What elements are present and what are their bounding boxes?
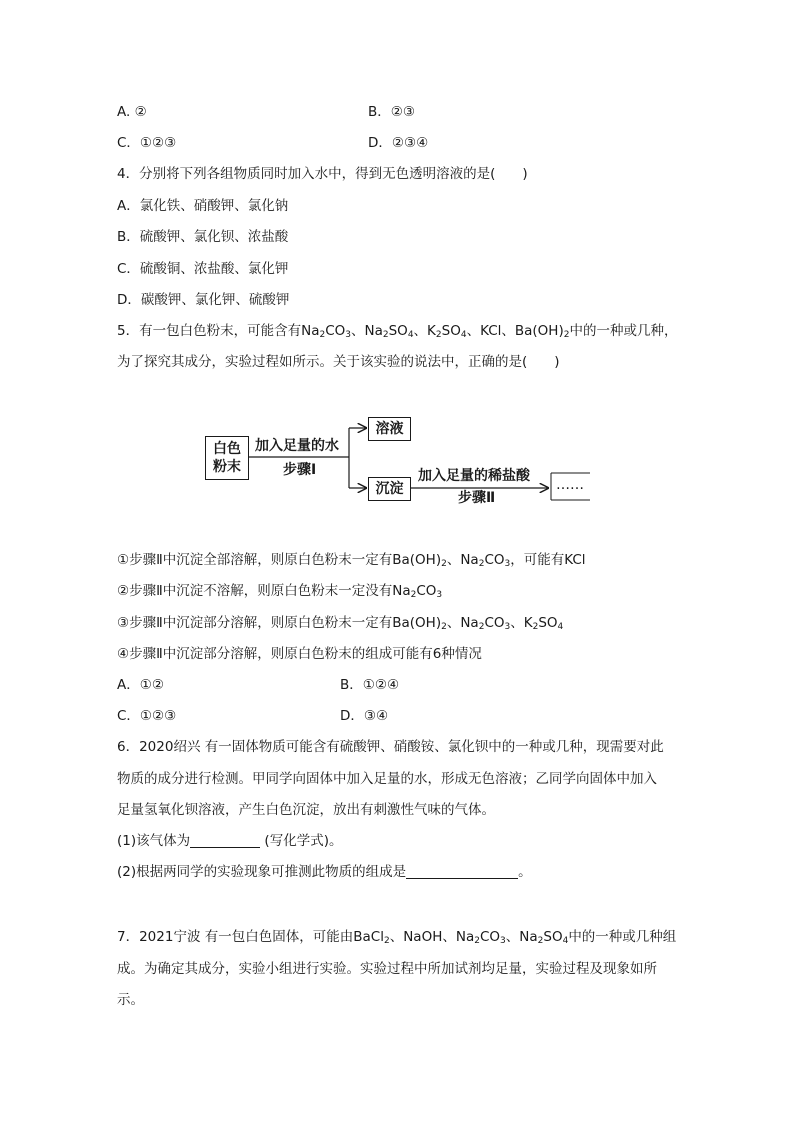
step2-name: 步骤Ⅱ: [458, 490, 496, 506]
q6-sub2-suffix: 。: [518, 864, 532, 880]
q4-stem: 4．分别将下列各组物质同时加入水中，得到无色透明溶液的是( ): [117, 166, 528, 182]
q3-option-d: D．②③④: [368, 135, 429, 151]
white-powder-label: 白色粉末: [213, 441, 241, 475]
q7-suffix: 中的一种或几种组: [568, 929, 677, 945]
q6-sub1-prefix: (1)该气体为: [117, 833, 191, 849]
q6-line-1: 6．2020绍兴 有一固体物质可能含有硫酸钾、硝酸铵、氯化钡中的一种或几种，现需要对此: [117, 739, 664, 755]
flow-diagram-arrows: [0, 0, 794, 560]
solution-box: [368, 417, 411, 441]
q3-option-a: A. ②: [117, 104, 147, 120]
q5-statement-3: ③步骤Ⅱ中沉淀部分溶解，则原白色粉末一定有$Ba(OH)_2$、$Na_2CO_3$、$K_2SO_4$: [117, 615, 564, 632]
q7-line-2: 成。为确定其成分，实验小组进行实验。实验过程中所加试剂均足量，实验过程及现象如所: [117, 961, 657, 977]
q5-statement-1: ①步骤Ⅱ中沉淀全部溶解，则原白色粉末一定有$Ba(OH)_2$、$Na_2CO_3$，可能有KCl: [117, 552, 586, 569]
q6-sub1-suffix: (写化学式)。: [264, 833, 343, 849]
precipitate-box: [368, 477, 411, 501]
q4-option-c: C．硫酸铜、浓盐酸、氯化钾: [117, 261, 289, 277]
step1-label: 加入足量的水: [255, 438, 339, 454]
q5-stem-prefix: 5．有一包白色粉末，可能含有: [117, 323, 302, 339]
q7-prefix: 7．2021宁波 有一包白色固体，可能由: [117, 929, 354, 945]
step1-name: 步骤Ⅰ: [283, 462, 317, 478]
end-ellipsis: ……: [556, 477, 584, 493]
solution-label: 溶液: [375, 421, 404, 437]
q6-line-3: 足量氢氧化钡溶液，产生白色沉淀，放出有刺激性气味的气体。: [117, 802, 495, 818]
precipitate-label: 沉淀: [375, 481, 404, 497]
q5-statement-4: ④步骤Ⅱ中沉淀部分溶解，则原白色粉末的组成可能有6种情况: [117, 646, 482, 662]
q6-sub2-prefix: (2)根据两同学的实验现象可推测此物质的组成是: [117, 864, 407, 880]
q5-stem-suffix: 中的一种或几种，: [569, 323, 678, 339]
q7-line-1: [117, 928, 676, 946]
q4-option-a: A．氯化铁、硝酸钾、氯化钠: [117, 198, 289, 214]
q7-formulas: BaCl$_2$、NaOH、$Na_2CO_3$、$Na_2SO_4$: [353, 929, 569, 946]
q5-stem-line2: 为了探究其成分，实验过程如所示。关于该实验的说法中，正确的是( ): [117, 354, 560, 370]
q5-option-a: A．①②: [117, 677, 164, 693]
q5-statement-2: ②步骤Ⅱ中沉淀不溶解，则原白色粉末一定没有$Na_2CO_3$: [117, 583, 443, 600]
q5-option-c: C．①②③: [117, 708, 177, 724]
q6-sub1: [117, 832, 342, 850]
q3-option-c: C．①②③: [117, 135, 177, 151]
q4-option-b: B．硫酸钾、氯化钡、浓盐酸: [117, 229, 289, 245]
step2-label: 加入足量的稀盐酸: [418, 468, 530, 484]
composition-blank[interactable]: [406, 864, 518, 879]
gas-formula-blank[interactable]: [190, 833, 260, 848]
q3-option-b: B．②③: [368, 104, 415, 120]
q5-stem-formulas: $Na_2CO_3$、$Na_2SO_4$、$K_2SO_4$、KCl、$Ba(OH)_2$: [301, 323, 570, 340]
q6-sub2: [117, 863, 532, 881]
q5-option-d: D．③④: [340, 708, 389, 724]
q4-option-d: D．碳酸钾、氯化钾、硫酸钾: [117, 292, 290, 308]
q7-line-3: 示。: [117, 992, 144, 1008]
q5-option-b: B．①②④: [340, 677, 400, 693]
q6-line-2: 物质的成分进行检测。甲同学向固体中加入足量的水，形成无色溶液；乙同学向固体中加入: [117, 771, 657, 787]
